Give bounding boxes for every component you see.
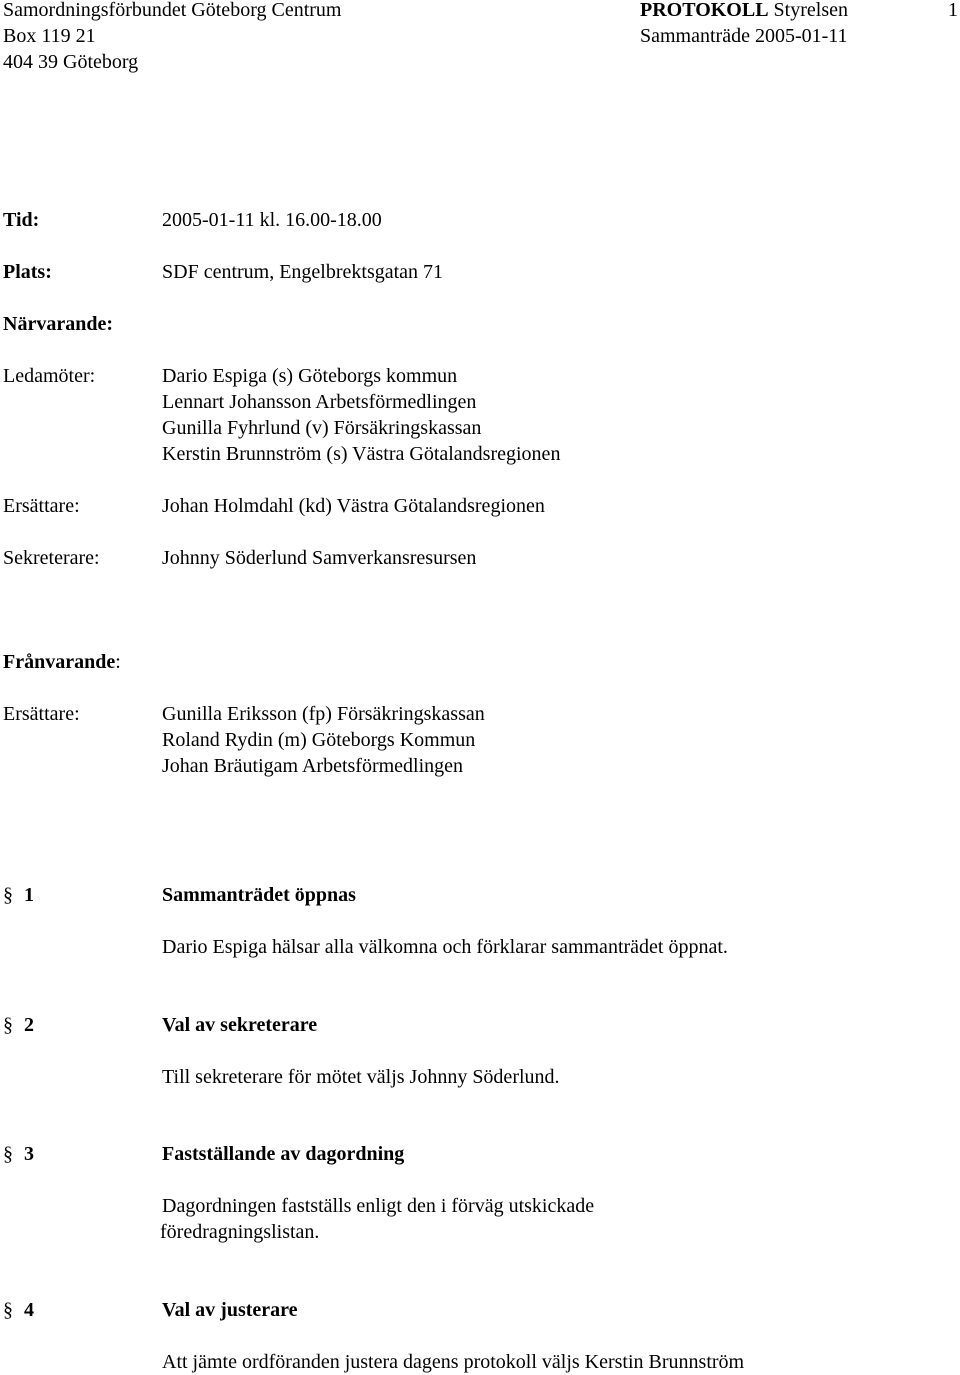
present-deputies-list bbox=[162, 493, 545, 519]
section-number: 3 bbox=[24, 1143, 34, 1165]
board-name: Styrelsen bbox=[773, 0, 848, 21]
org-name: Samordningsförbundet Göteborg Centrum bbox=[3, 0, 342, 21]
section-number: 1 bbox=[24, 884, 34, 906]
place-value: SDF centrum, Engelbrektsgatan 71 bbox=[162, 261, 444, 283]
page-number: 1 bbox=[948, 0, 958, 21]
section-text: Dagordningen fastställs enligt den i förväg utskickade bbox=[162, 1195, 595, 1217]
members-list bbox=[162, 363, 560, 467]
member-name: Kerstin Brunnström (s) Västra Götalandsregionen bbox=[162, 443, 561, 465]
section-body bbox=[162, 1064, 560, 1090]
time-value: 2005-01-11 kl. 16.00-18.00 bbox=[162, 209, 382, 231]
section-text: Dario Espiga hälsar alla välkomna och förklarar sammanträdet öppnat. bbox=[162, 936, 728, 958]
absent-heading bbox=[3, 649, 121, 675]
address-city: 404 39 Göteborg bbox=[3, 51, 139, 73]
absent-deputies-list bbox=[162, 701, 485, 779]
section-title: Val av justerare bbox=[162, 1299, 298, 1321]
section-title: Fastställande av dagordning bbox=[162, 1143, 405, 1165]
meeting-date: Sammanträde 2005-01-11 bbox=[640, 25, 848, 47]
address-box: Box 119 21 bbox=[3, 25, 96, 47]
section-number: 4 bbox=[24, 1299, 34, 1321]
absent-heading-colon: : bbox=[115, 651, 121, 673]
absent-deputies-label: Ersättare: bbox=[3, 703, 80, 725]
absent-deputy-name: Gunilla Eriksson (fp) Försäkringskassan bbox=[162, 703, 485, 725]
section-body bbox=[162, 1193, 594, 1245]
section-body bbox=[162, 1349, 744, 1375]
member-name: Dario Espiga (s) Göteborgs kommun bbox=[162, 365, 458, 387]
present-heading: Närvarande: bbox=[3, 313, 113, 335]
section-title: Sammanträdet öppnas bbox=[162, 884, 356, 906]
section-text: Till sekreterare för mötet väljs Johnny Söderlund. bbox=[162, 1066, 560, 1088]
section-body bbox=[162, 934, 728, 960]
secretary-label: Sekreterare: bbox=[3, 547, 100, 569]
doc-type: PROTOKOLL bbox=[640, 0, 769, 21]
place-label: Plats: bbox=[3, 261, 52, 283]
section-sign: § bbox=[3, 884, 13, 906]
member-name: Gunilla Fyhrlund (v) Försäkringskassan bbox=[162, 417, 482, 439]
member-name: Lennart Johansson Arbetsförmedlingen bbox=[162, 391, 477, 413]
section-sign: § bbox=[3, 1014, 13, 1036]
document-title bbox=[640, 0, 848, 23]
section-sign: § bbox=[3, 1299, 13, 1321]
secretary-name: Johnny Söderlund Samverkansresursen bbox=[162, 547, 477, 569]
section-text: föredragningslistan. bbox=[160, 1221, 320, 1243]
section-number: 2 bbox=[24, 1014, 34, 1036]
section-text: Att jämte ordföranden justera dagens protokoll väljs Kerstin Brunnström bbox=[162, 1351, 745, 1373]
members-label: Ledamöter: bbox=[3, 365, 96, 387]
deputy-name: Johan Holmdahl (kd) Västra Götalandsregionen bbox=[162, 495, 545, 517]
absent-deputy-name: Johan Bräutigam Arbetsförmedlingen bbox=[162, 755, 464, 777]
section-sign: § bbox=[3, 1143, 13, 1165]
present-deputies-label: Ersättare: bbox=[3, 495, 80, 517]
absent-deputy-name: Roland Rydin (m) Göteborgs Kommun bbox=[162, 729, 476, 751]
section-title: Val av sekreterare bbox=[162, 1014, 318, 1036]
time-label: Tid: bbox=[3, 209, 40, 231]
absent-heading-text: Frånvarande bbox=[3, 651, 116, 673]
